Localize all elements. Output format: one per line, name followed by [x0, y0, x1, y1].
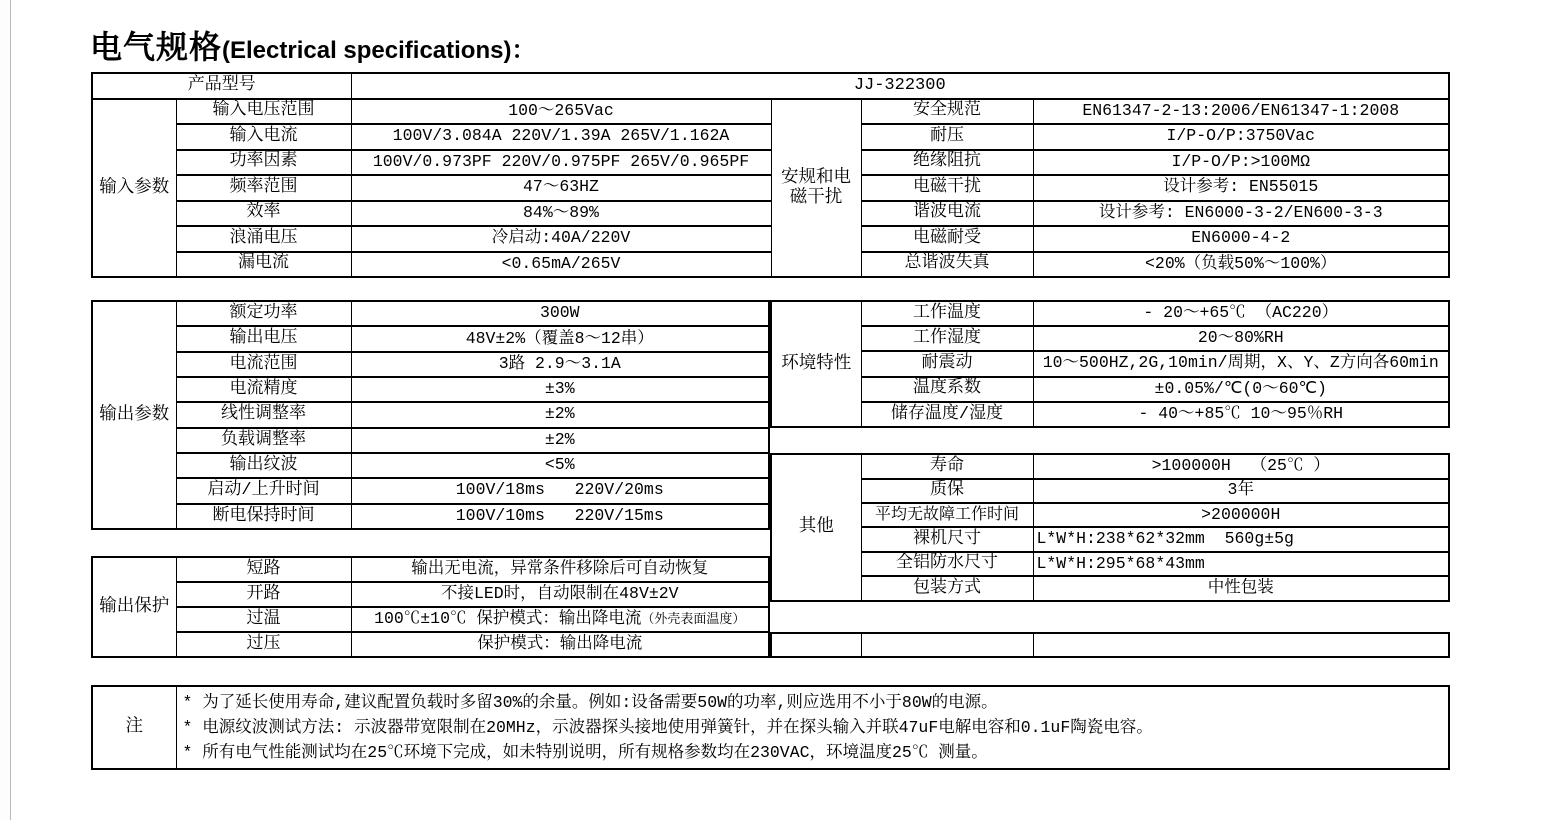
empty-cell — [771, 633, 861, 657]
group-label-output-params: 输出参数 — [92, 301, 176, 529]
param-name-cell: 浪涌电压 — [176, 226, 351, 252]
table-row — [771, 576, 1449, 601]
param-value-cell: L*W*H:295*68*43mm — [1033, 552, 1449, 577]
environment-table — [770, 300, 1450, 428]
param-name-cell: 启动/上升时间 — [176, 478, 351, 503]
param-name-cell: 效率 — [176, 201, 351, 227]
empty-cell — [861, 633, 1033, 657]
param-value-cell: I/P-O/P:3750Vac — [1033, 124, 1449, 150]
param-name-cell: 输出电压 — [176, 326, 351, 351]
param-value-cell: I/P-O/P:>100MΩ — [1033, 150, 1449, 176]
table-row — [92, 478, 769, 503]
table-row — [92, 582, 769, 607]
param-value-cell: 100V/18ms 220V/20ms — [351, 478, 769, 503]
param-name-cell: 电磁干扰 — [861, 175, 1033, 201]
param-value-cell: - 40～+85℃ 10～95％RH — [1033, 402, 1449, 427]
param-name-cell: 总谐波失真 — [861, 252, 1033, 278]
table-row — [92, 377, 769, 402]
param-value-cell: 3路 2.9～3.1A — [351, 352, 769, 377]
protection-table — [91, 556, 770, 658]
model-label-cell: 产品型号 — [92, 73, 351, 99]
param-name-cell: 过温 — [176, 607, 351, 632]
param-value-cell: 100V/10ms 220V/15ms — [351, 504, 769, 529]
param-name-cell: 输出纹波 — [176, 453, 351, 478]
table-row — [92, 124, 1449, 150]
empty-cells-table — [770, 632, 1450, 658]
param-name-cell: 工作湿度 — [861, 326, 1033, 351]
param-name-cell: 平均无故障工作时间 — [861, 503, 1033, 527]
table-row — [92, 201, 1449, 227]
param-name-cell: 电磁耐受 — [861, 226, 1033, 252]
table-row — [92, 301, 769, 326]
table-row — [92, 150, 1449, 176]
param-name-cell: 输入电流 — [176, 124, 351, 150]
param-name-cell: 电流范围 — [176, 352, 351, 377]
param-name-cell: 耐震动 — [861, 351, 1033, 376]
output-params-table — [91, 300, 770, 530]
table-row — [92, 226, 1449, 252]
table-row — [771, 479, 1449, 504]
table-row — [771, 503, 1449, 527]
notes-content-cell — [176, 686, 1449, 769]
param-value-cell: 中性包装 — [1033, 576, 1449, 601]
page-title-cjk: 电气规格 — [90, 29, 223, 65]
group-label-input-params: 输入参数 — [92, 99, 176, 278]
table-row — [771, 454, 1449, 479]
param-value-cell: 10～500HZ,2G,10min/周期，X、Y、Z方向各60min — [1033, 351, 1449, 376]
table-row — [92, 352, 769, 377]
note-line: * 电源纹波测试方法: 示波器带宽限制在20MHz，示波器探头接地使用弹簧针，并在探头输入并联47uF电解电容和0.1uF陶瓷电容。 — [182, 718, 1153, 737]
param-name-cell: 质保 — [861, 479, 1033, 504]
param-name-cell: 电流精度 — [176, 377, 351, 402]
param-name-cell: 功率因素 — [176, 150, 351, 176]
table-row — [92, 73, 1449, 99]
table-row — [771, 527, 1449, 552]
param-name-cell: 包装方式 — [861, 576, 1033, 601]
param-name-cell: 频率范围 — [176, 175, 351, 201]
table-row — [771, 377, 1449, 402]
param-value-cell: - 20～+65℃ （AC220） — [1033, 301, 1449, 326]
param-value-cell: ±0.05%/℃(0～60℃) — [1033, 377, 1449, 402]
param-value-cell: 3年 — [1033, 479, 1449, 504]
param-value-cell: 48V±2%（覆盖8～12串） — [351, 326, 769, 351]
param-name-cell: 谐波电流 — [861, 201, 1033, 227]
param-value-cell: ±2% — [351, 402, 769, 427]
table-row — [92, 632, 769, 657]
table-row — [771, 552, 1449, 577]
spec-table-top — [91, 72, 1450, 278]
table-row — [92, 504, 769, 529]
param-value-cell: 100～265Vac — [351, 99, 771, 125]
param-name-cell: 储存温度/湿度 — [861, 402, 1033, 427]
notes-table — [91, 685, 1450, 770]
group-label-other: 其他 — [771, 454, 861, 601]
group-label-protection: 输出保护 — [92, 557, 176, 657]
param-name-cell: 额定功率 — [176, 301, 351, 326]
param-value-cell: 输出无电流，异常条件移除后可自动恢复 — [351, 557, 769, 582]
table-row — [771, 633, 1449, 657]
param-value-cell: >100000H （25℃ ） — [1033, 454, 1449, 479]
param-value-cell: 84%～89% — [351, 201, 771, 227]
param-value-cell: <20%（负载50%～100%） — [1033, 252, 1449, 278]
group-label-environment: 环境特性 — [771, 301, 861, 427]
other-table — [770, 453, 1450, 602]
param-value-text: 100℃±10℃ 保护模式：输出降电流 — [374, 609, 642, 629]
param-value-cell: >200000H — [1033, 503, 1449, 527]
table-row — [92, 428, 769, 453]
param-value-cell: ±3% — [351, 377, 769, 402]
param-name-cell: 过压 — [176, 632, 351, 657]
param-value-cell: ±2% — [351, 428, 769, 453]
table-row — [771, 301, 1449, 326]
model-value-cell: JJ-322300 — [351, 73, 1449, 99]
param-value-cell: 设计参考: EN6000-3-2/EN600-3-3 — [1033, 201, 1449, 227]
page-title-latin: (Electrical specifications)： — [222, 37, 536, 64]
param-name-cell: 开路 — [176, 582, 351, 607]
param-name-cell: 寿命 — [861, 454, 1033, 479]
param-name-cell: 裸机尺寸 — [861, 527, 1033, 552]
param-value-cell: 不接LED时，自动限制在48V±2V — [351, 582, 769, 607]
param-value-cell: 设计参考: EN55015 — [1033, 175, 1449, 201]
param-name-cell: 全铝防水尺寸 — [861, 552, 1033, 577]
param-value-cell: EN6000-4-2 — [1033, 226, 1449, 252]
param-value-cell: 100V/0.973PF 220V/0.975PF 265V/0.965PF — [351, 150, 771, 176]
param-name-cell: 安全规范 — [861, 99, 1033, 125]
param-value-cell — [351, 607, 769, 632]
param-value-note: （外壳表面温度） — [641, 612, 746, 628]
page-edge-divider — [0, 0, 11, 820]
param-name-cell: 工作温度 — [861, 301, 1033, 326]
table-row — [771, 402, 1449, 427]
note-line: * 所有电气性能测试均在25℃环境下完成，如未特别说明，所有规格参数均在230VAC，环境温度25℃ 测量。 — [182, 743, 988, 762]
empty-cell — [1033, 633, 1449, 657]
param-name-cell: 断电保持时间 — [176, 504, 351, 529]
table-row — [771, 351, 1449, 376]
note-line: * 为了延长使用寿命,建议配置负载时多留30%的余量。例如:设备需要50W的功率,则应选用不小于80W的电源。 — [182, 693, 998, 712]
param-name-cell: 漏电流 — [176, 252, 351, 278]
group-label-notes: 注 — [92, 686, 176, 769]
param-name-cell: 线性调整率 — [176, 402, 351, 427]
param-name-cell: 温度系数 — [861, 377, 1033, 402]
param-value-cell: 20～80%RH — [1033, 326, 1449, 351]
param-name-cell: 短路 — [176, 557, 351, 582]
page-title — [90, 22, 535, 68]
param-value-cell: 300W — [351, 301, 769, 326]
param-value-cell: 保护模式：输出降电流 — [351, 632, 769, 657]
param-name-cell: 输入电压范围 — [176, 99, 351, 125]
table-row — [92, 557, 769, 582]
param-value-cell: 47～63HZ — [351, 175, 771, 201]
param-value-cell: 冷启动:40A/220V — [351, 226, 771, 252]
table-row — [771, 326, 1449, 351]
param-name-cell: 绝缘阻抗 — [861, 150, 1033, 176]
param-value-cell: EN61347-2-13:2006/EN61347-1:2008 — [1033, 99, 1449, 125]
group-label-safety-emi: 安规和电磁干扰 — [771, 99, 861, 278]
param-value-cell: <0.65mA/265V — [351, 252, 771, 278]
param-value-cell: L*W*H:238*62*32mm 560g±5g — [1033, 527, 1449, 552]
table-row — [92, 607, 769, 632]
param-value-cell: <5% — [351, 453, 769, 478]
param-name-cell: 负载调整率 — [176, 428, 351, 453]
param-value-cell: 100V/3.084A 220V/1.39A 265V/1.162A — [351, 124, 771, 150]
table-row — [92, 252, 1449, 278]
table-row — [92, 175, 1449, 201]
param-name-cell: 耐压 — [861, 124, 1033, 150]
table-row — [92, 326, 769, 351]
table-row — [92, 686, 1449, 769]
table-row — [92, 453, 769, 478]
table-row — [92, 99, 1449, 125]
table-row — [92, 402, 769, 427]
